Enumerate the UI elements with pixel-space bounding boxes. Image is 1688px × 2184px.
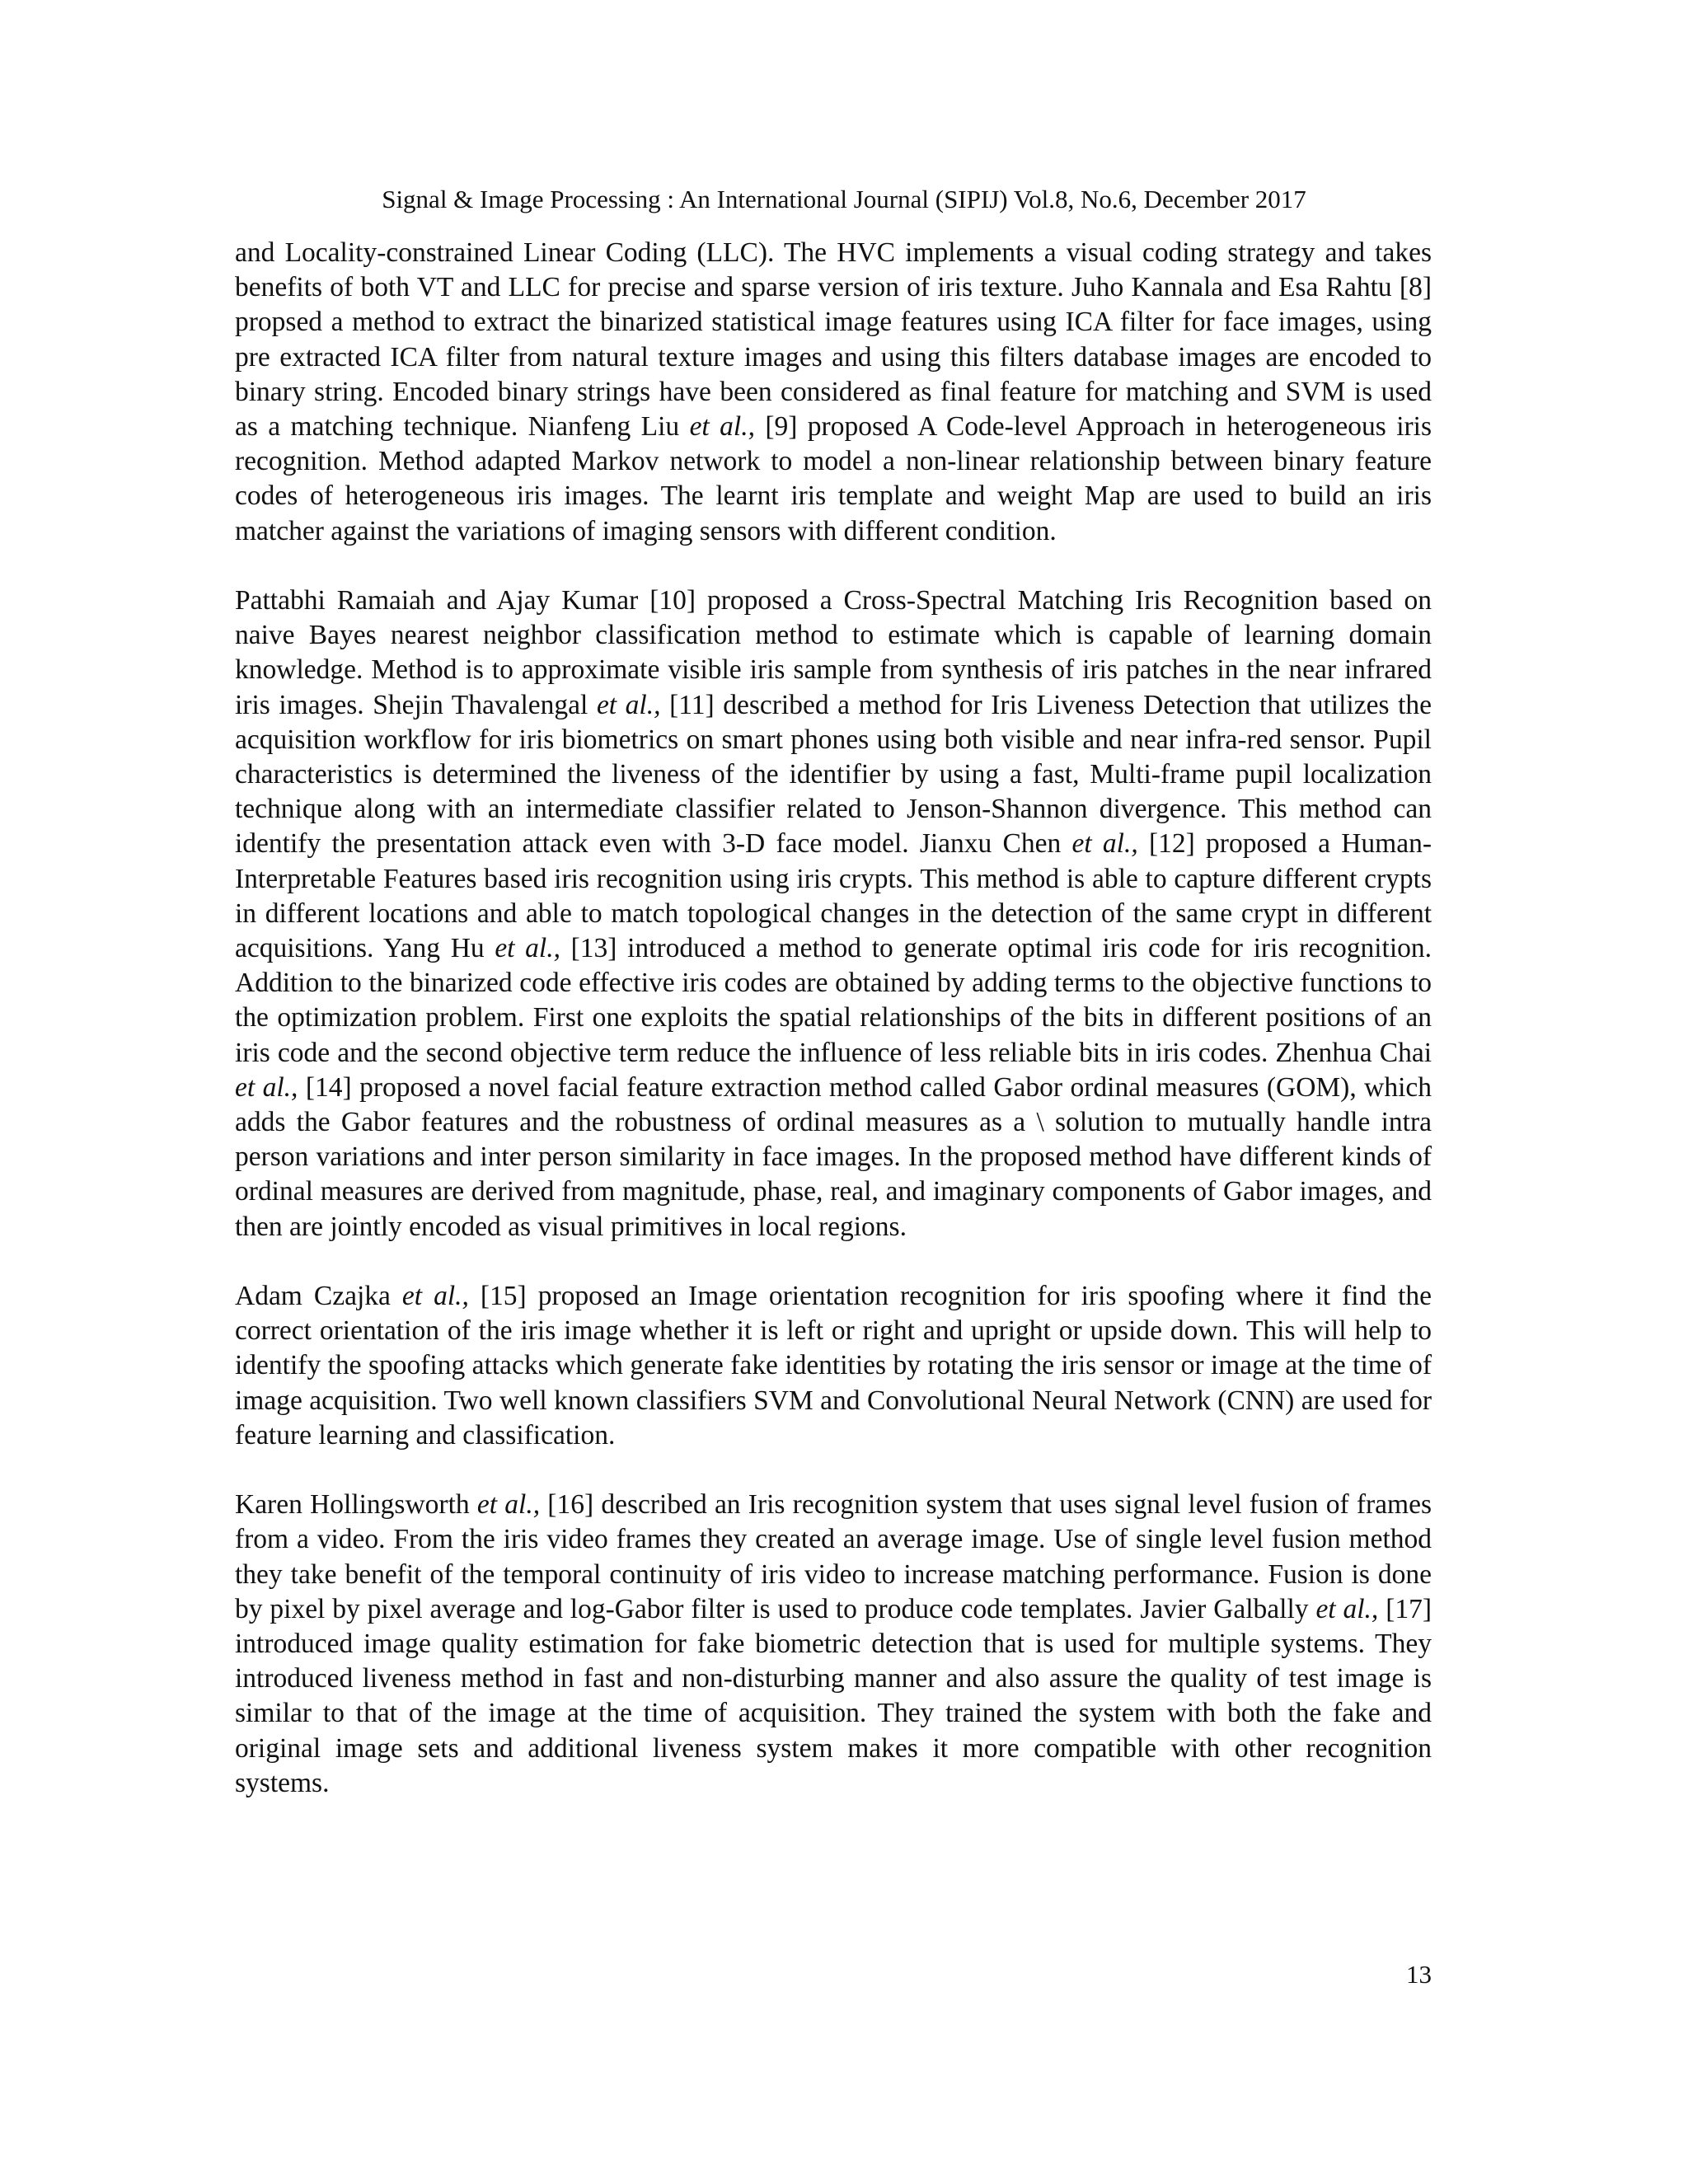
italic-text: et al., xyxy=(476,1489,541,1521)
text-run: Adam Czajka xyxy=(235,1281,402,1312)
italic-text: et al., xyxy=(689,411,755,443)
text-run: Pattabhi Ramaiah and Ajay Kumar [10] proposed a Cross-Spectral Matching Iris Recognition based on naive Bayes nearest neighbor classification method to estimate which is capable of learning domain knowledge. Method is to approximate visible iris sample from synthesis of iris patches in the near infrared iris images. Shejin Thavalengal xyxy=(235,585,1432,720)
italic-text: et al., xyxy=(495,933,560,964)
text-run: [11] described a method for Iris Liveness Detection that utilizes the acquisition workflow for iris biometrics on smart phones using both visible and near infra-red sensor. Pupil characteristics is determined the liveness of the identifier by using a fast, Multi-frame pupil localization technique along with an intermediate classifier related to Jenson-Shannon divergence. This method can identify the presentation attack even with 3-D face model. Jianxu Chen xyxy=(235,689,1432,860)
text-run: [12] proposed a Human-Interpretable Features based iris recognition using iris crypts. This method is able to capture different crypts in different locations and able to match topological changes in the detection of the same crypt in different acquisitions. Yang Hu xyxy=(235,828,1432,964)
paragraph xyxy=(235,1488,1432,1801)
text-run: [13] introduced a method to generate optimal iris code for iris recognition. Addition to the binarized code effective iris codes are obtained by adding terms to the objective functions to the optimization problem. First one exploits the spatial relationships of the bits in different positions of an iris code and the second objective term reduce the influence of less reliable bits in iris codes. Zhenhua Chai xyxy=(235,933,1432,1068)
text-run: [9] proposed A Code-level Approach in heterogeneous iris recognition. Method adapted Markov network to model a non-linear relationship between binary feature codes of heterogeneous iris images. The learnt iris template and weight Map are used to build an iris matcher against the variations of imaging sensors with different condition. xyxy=(235,411,1432,546)
text-run: [16] described an Iris recognition system that uses signal level fusion of frames from a video. From the iris video frames they created an average image. Use of single level fusion method they take benefit of the temporal continuity of iris video to increase matching performance. Fusion is done by pixel by pixel average and log-Gabor filter is used to produce code templates. Javier Galbally xyxy=(235,1489,1432,1624)
running-header: Signal & Image Processing : An International Journal (SIPIJ) Vol.8, No.6, December 2017 xyxy=(382,185,1306,213)
italic-text: et al., xyxy=(1071,828,1138,860)
paragraph xyxy=(235,583,1432,1244)
paragraph xyxy=(235,236,1432,549)
italic-text: et al., xyxy=(401,1281,469,1312)
text-run: [14] proposed a novel facial feature extraction method called Gabor ordinal measures (GOM), which adds the Gabor features and the robustness of ordinal measures as a \ solution to mutually handle intra person variations and inter person similarity in face images. In the proposed method have different kinds of ordinal measures are derived from magnitude, phase, real, and imaginary components of Gabor images, and then are jointly encoded as visual primitives in local regions. xyxy=(235,1071,1432,1242)
text-run: Karen Hollingsworth xyxy=(235,1489,477,1521)
italic-text: et al., xyxy=(596,689,661,720)
italic-text: et al., xyxy=(1315,1593,1379,1624)
body-text xyxy=(235,236,1432,1801)
text-run: and Locality-constrained Linear Coding (LLC). The HVC implements a visual coding strategy and takes benefits of both VT and LLC for precise and sparse version of iris texture. Juho Kannala and Esa Rahtu [8] propsed a method to extract the binarized statistical image features using ICA filter for face images, using pre extracted ICA filter from natural texture images and using this filters database images are encoded to binary string. Encoded binary strings have been considered as final feature for matching and SVM is used as a matching technique. Nianfeng Liu xyxy=(235,237,1432,443)
paragraph xyxy=(235,1279,1432,1453)
text-run: [15] proposed an Image orientation recognition for iris spoofing where it find the correct orientation of the iris image whether it is left or right and upright or upside down. This will help to identify the spoofing attacks which generate fake identities by rotating the iris sensor or image at the time of image acquisition. Two well known classifiers SVM and Convolutional Neural Network (CNN) are used for feature learning and classification. xyxy=(235,1281,1432,1451)
italic-text: et al., xyxy=(235,1071,298,1103)
page-number: 13 xyxy=(1406,1960,1432,1989)
text-run: [17] introduced image quality estimation for fake biometric detection that is used for multiple systems. They introduced liveness method in fast and non-disturbing manner and also assure the quality of test image is similar to that of the image at the time of acquisition. They trained the system with both the fake and original image sets and additional liveness system makes it more compatible with other recognition systems. xyxy=(235,1593,1432,1798)
